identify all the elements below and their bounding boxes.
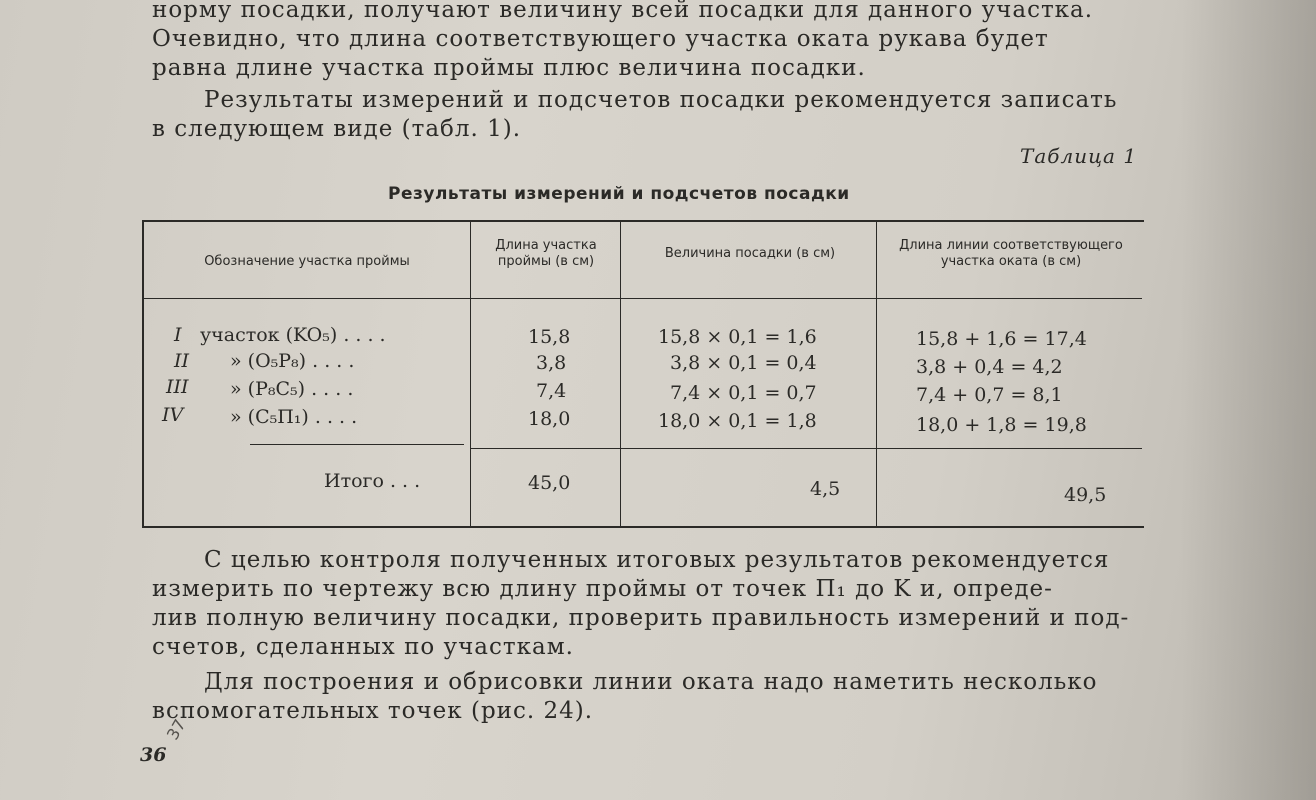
header-length: Длина участка проймы (в см) <box>495 238 597 269</box>
page-spine-shadow <box>1180 0 1316 800</box>
text-line: в следующем виде (табл. 1). <box>152 116 522 142</box>
sum-line <box>470 448 1142 449</box>
table-title: Результаты измерений и подсчетов посадки <box>388 184 850 204</box>
text-line: С целью контроля полученных итоговых результатов рекомендуется <box>204 547 1110 573</box>
cell-length: 3,8 <box>536 352 567 374</box>
total-label: Итого . . . <box>324 470 421 492</box>
row-label: » (C₅П₁) . . . . <box>230 406 358 428</box>
sum-line <box>250 444 464 445</box>
cell-length: 7,4 <box>536 380 567 402</box>
text-line: Для построения и обрисовки линии оката надо наметить несколько <box>204 669 1098 695</box>
cell-total: 3,8 + 0,4 = 4,2 <box>916 356 1063 378</box>
intro-paragraph <box>152 86 1152 144</box>
row-label: » (O₅P₈) . . . . <box>230 350 355 372</box>
cell-total: 7,4 + 0,7 = 8,1 <box>916 384 1063 406</box>
row-number: II <box>174 350 190 372</box>
row-number: III <box>166 376 189 398</box>
text-line: Очевидно, что длина соответствующего участка оката рукава будет <box>152 26 1049 52</box>
text-line: равна длине участка проймы плюс величина посадки. <box>152 55 866 81</box>
header-ease: Величина посадки (в см) <box>664 246 836 261</box>
column-divider <box>620 222 621 526</box>
cell-ease: 7,4 × 0,1 = 0,7 <box>670 382 817 404</box>
header-sleeve-length: Длина линии соответствующего участка оката (в см) <box>899 238 1123 269</box>
cell-total: 15,8 + 1,6 = 17,4 <box>916 328 1087 350</box>
cell-length: 15,8 <box>528 326 571 348</box>
table-label: Таблица 1 <box>1020 144 1138 168</box>
row-label: участок (KO₅) . . . . <box>200 324 386 346</box>
top-paragraph <box>152 0 1152 83</box>
cell-length: 18,0 <box>528 408 571 430</box>
text-line: лив полную величину посадки, проверить правильность измерений и под- <box>152 605 1130 631</box>
cell-ease: 18,0 × 0,1 = 1,8 <box>658 410 817 432</box>
column-divider <box>876 222 877 526</box>
final-paragraph <box>152 668 1142 726</box>
cell-ease: 15,8 × 0,1 = 1,6 <box>658 326 817 348</box>
results-table <box>142 220 1144 528</box>
text-line: счетов, сделанных по участкам. <box>152 634 574 660</box>
total-ease: 4,5 <box>810 478 841 500</box>
text-line: измерить по чертежу всю длину проймы от точек П₁ до K и, опреде- <box>152 576 1053 602</box>
header-divider <box>144 298 1142 299</box>
total-sleeve-length: 49,5 <box>1064 484 1107 506</box>
column-divider <box>470 222 471 526</box>
cell-ease: 3,8 × 0,1 = 0,4 <box>670 352 817 374</box>
pencil-note: 37 <box>162 715 190 744</box>
text-line: вспомогательных точек (рис. 24). <box>152 698 594 724</box>
row-number: I <box>174 324 182 346</box>
page-number: 36 <box>140 744 167 766</box>
control-paragraph <box>152 546 1142 662</box>
cell-total: 18,0 + 1,8 = 19,8 <box>916 414 1087 436</box>
row-label: » (P₈C₅) . . . . <box>230 378 354 400</box>
row-number: IV <box>162 404 184 426</box>
text-line: норму посадки, получают величину всей посадки для данного участка. <box>152 0 1094 23</box>
header-section: Обозначение участка проймы <box>204 254 410 269</box>
text-line: Результаты измерений и подсчетов посадки рекомендуется записать <box>204 87 1118 113</box>
total-length: 45,0 <box>528 472 571 494</box>
